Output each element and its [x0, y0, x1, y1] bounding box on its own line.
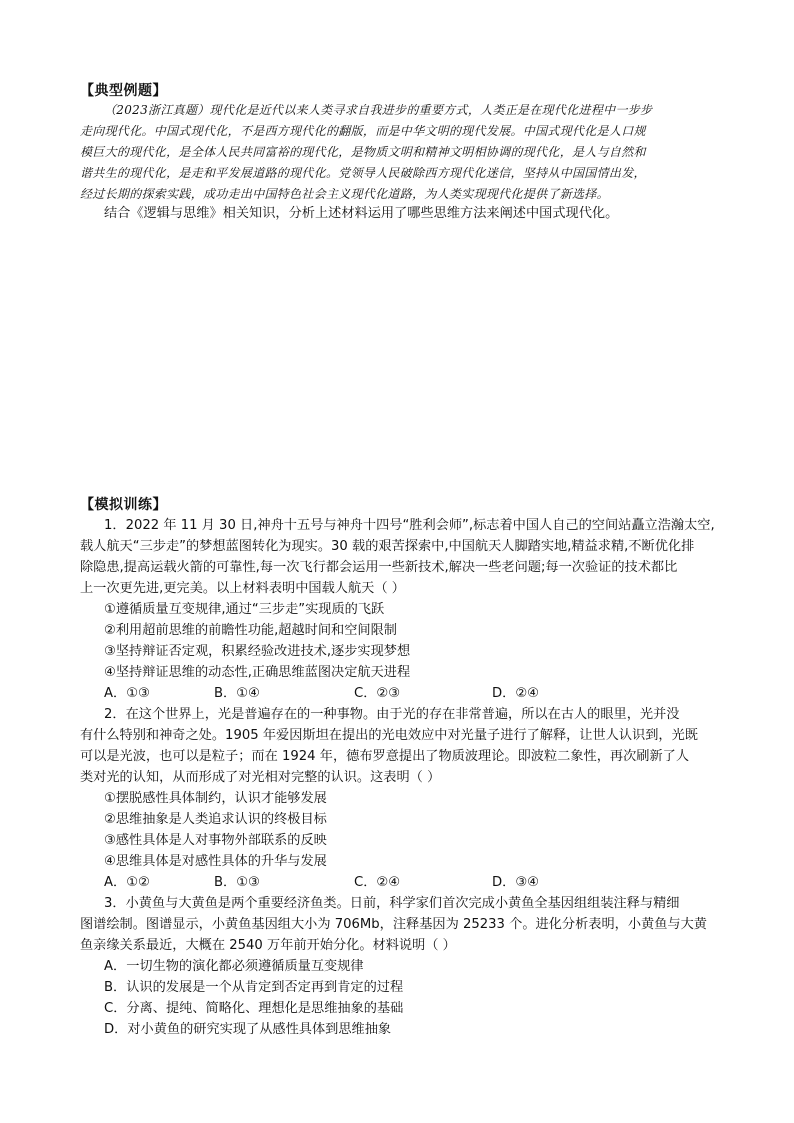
q1-choice-a: A．①③: [104, 686, 150, 701]
q1-choice-d: D．②④: [492, 686, 539, 701]
q2-option-1: ①摆脱感性具体制约，认识才能够发展: [104, 791, 327, 806]
q2-choice-d: D．③④: [492, 875, 539, 890]
q2-choice-b: B．①③: [214, 875, 260, 890]
q2-choice-a: A．①②: [104, 875, 150, 890]
q1-option-2: ②利用超前思维的前瞻性功能,超越时间和空间限制: [104, 623, 397, 638]
q3-stem-line-3: 鱼亲缘关系最近，大概在 2540 万年前开始分化。材料说明（ ）: [80, 938, 456, 953]
q1-stem-line-4: 上一次更先进,更完美。以上材料表明中国载人航天（ ）: [80, 581, 405, 596]
example-material-line-5: 经过长期的探索实践，成功走出中国特色社会主义现代化道路，为人类实现现代化提供了新选择。: [80, 187, 609, 201]
q2-stem-line-4: 类对光的认知，从而形成了对光相对完整的认识。这表明（ ）: [80, 770, 441, 785]
q1-stem-line-2: 载人航天“三步走”的梦想蓝图转化为现实。30 载的艰苦探索中,中国航天人脚踏实地,精益求精,不断优化排: [80, 539, 695, 554]
q1-stem-line-3: 除隐患,提高运载火箭的可靠性,每一次飞行都会运用一些新技术,解决一些老问题;每一次验证的技术都比: [80, 560, 678, 575]
q1-option-1: ①遵循质量互变规律,通过“三步走”实现质的飞跃: [104, 602, 385, 617]
q2-option-2: ②思维抽象是人类追求认识的终极目标: [104, 812, 327, 827]
q1-option-3: ③坚持辩证否定观，积累经验改进技术,逐步实现梦想: [104, 644, 411, 659]
q3-option-c: C．分离、提纯、简略化、理想化是思维抽象的基础: [104, 1001, 404, 1016]
q3-option-b: B．认识的发展是一个从肯定到否定再到肯定的过程: [104, 980, 404, 995]
example-material-line-3: 模巨大的现代化，是全体人民共同富裕的现代化，是物质文明和精神文明相协调的现代化，是人与自然和: [80, 145, 646, 159]
q1-choice-b: B．①④: [214, 686, 260, 701]
q1-option-4: ④坚持辩证思维的动态性,正确思维蓝图决定航天进程: [104, 665, 411, 680]
example-material-line-4: 谐共生的现代化，是走和平发展道路的现代化。党领导人民破除西方现代化迷信，坚持从中国国情出发，: [80, 166, 646, 180]
q1-stem-line-1: 1．2022 年 11 月 30 日,神舟十五号与神舟十四号“胜利会师”,标志着中国人自己的空间站矗立浩瀚太空,: [104, 518, 715, 533]
q3-stem-line-2: 图谱绘制。图谱显示，小黄鱼基因组大小为 706Mb，注释基因为 25233 个。进化分析表明，小黄鱼与大黄: [80, 917, 707, 932]
q3-stem-line-1: 3．小黄鱼与大黄鱼是两个重要经济鱼类。日前，科学家们首次完成小黄鱼全基因组组装注释与精细: [104, 896, 680, 911]
example-material-line-1: （2023浙江真题）现代化是近代以来人类寻求自我进步的重要方式，人类正是在现代化进程中一步步: [104, 103, 653, 117]
training-heading: 【模拟训练】: [80, 497, 167, 513]
example-heading: 【典型例题】: [80, 83, 167, 99]
q2-option-3: ③感性具体是人对事物外部联系的反映: [104, 833, 327, 848]
q2-choice-c: C．②④: [354, 875, 401, 890]
q2-stem-line-1: 2．在这个世界上，光是普遍存在的一种事物。由于光的存在非常普遍，所以在古人的眼里，光并没: [104, 707, 680, 722]
example-question: 结合《逻辑与思维》相关知识，分析上述材料运用了哪些思维方法来阐述中国式现代化。: [104, 206, 619, 221]
q1-choice-c: C．②③: [354, 686, 401, 701]
q2-stem-line-2: 有什么特别和神奇之处。1905 年爱因斯坦在提出的光电效应中对光量子进行了解释，让世人认识到，光既: [80, 728, 698, 743]
q3-option-a: A．一切生物的演化都必须遵循质量互变规律: [104, 959, 364, 974]
q2-option-4: ④思维具体是对感性具体的升华与发展: [104, 854, 327, 869]
q3-option-d: D．对小黄鱼的研究实现了从感性具体到思维抽象: [104, 1022, 392, 1037]
q2-stem-line-3: 可以是光波，也可以是粒子；而在 1924 年，德布罗意提出了物质波理论。即波粒二象性，再次刷新了人: [80, 749, 690, 764]
example-material-line-2: 走向现代化。中国式现代化，不是西方现代化的翻版，而是中华文明的现代发展。中国式现代化是人口规: [80, 124, 646, 138]
